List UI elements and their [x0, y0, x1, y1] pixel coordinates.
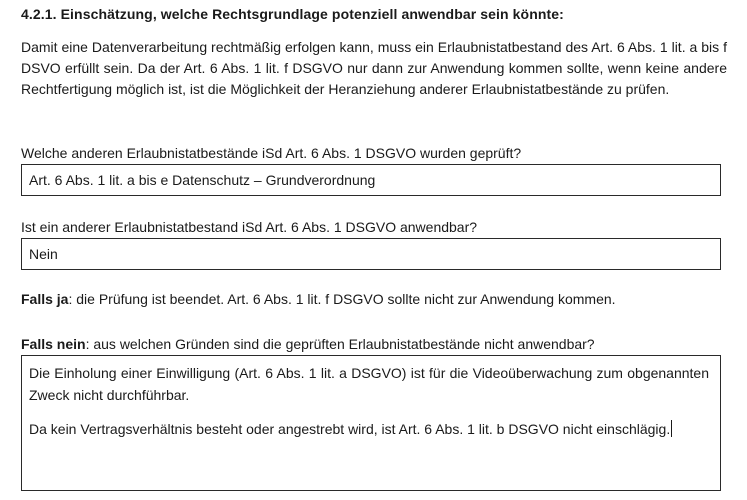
- reasons-paragraph-1: Die Einholung einer Einwilligung (Art. 6 Abs. 1 lit. a DSGVO) ist für die Videoüberwachung zum obgenannten Zweck nicht durchführbar.: [29, 365, 709, 403]
- text-cursor: [671, 420, 672, 437]
- falls-nein-label: Falls nein: [21, 336, 86, 352]
- falls-nein-question: [21, 335, 595, 353]
- question-other-legal-bases-checked: Welche anderen Erlaubnistatbestände iSd Art. 6 Abs. 1 DSGVO wurden geprüft?: [21, 145, 522, 161]
- falls-ja-label: Falls ja: [21, 291, 69, 307]
- answer-field-reasons[interactable]: [21, 355, 721, 491]
- question-other-legal-basis-applicable: Ist ein anderer Erlaubnistatbestand iSd Art. 6 Abs. 1 DSGVO anwendbar?: [21, 219, 478, 235]
- intro-paragraph: Damit eine Datenverarbeitung rechtmäßig erfolgen kann, muss ein Erlaubnistatbestand des Art. 6 Abs. 1 lit. a bis f DSVO erfüllt sein. Da der Art. 6 Abs. 1 lit. f DSGVO nur dann zur Anwendung kommen sollte, wenn keine andere Rechtfertigung möglich ist, ist die Möglichkeit der Heranziehung anderer Erlaubnistatbestände zu prüfen.: [21, 39, 727, 97]
- answer-field-other-legal-bases[interactable]: Art. 6 Abs. 1 lit. a bis e Datenschutz – Grundverordnung: [21, 164, 721, 196]
- answer-field-legal-basis-applicable[interactable]: Nein: [21, 238, 721, 270]
- section-heading: 4.2.1. Einschätzung, welche Rechtsgrundlage potenziell anwendbar sein könnte:: [21, 6, 564, 22]
- reasons-paragraph-2: [29, 418, 709, 440]
- falls-ja-text: : die Prüfung ist beendet. Art. 6 Abs. 1 lit. f DSGVO sollte nicht zur Anwendung kommen.: [68, 291, 616, 307]
- reasons-paragraph-2-text: Da kein Vertragsverhältnis besteht oder angestrebt wird, ist Art. 6 Abs. 1 lit. b DSGVO nicht einschlägig.: [29, 421, 671, 437]
- falls-ja-statement: [21, 290, 616, 308]
- falls-nein-text: : aus welchen Gründen sind die geprüften Erlaubnistatbestände nicht anwendbar?: [85, 336, 595, 352]
